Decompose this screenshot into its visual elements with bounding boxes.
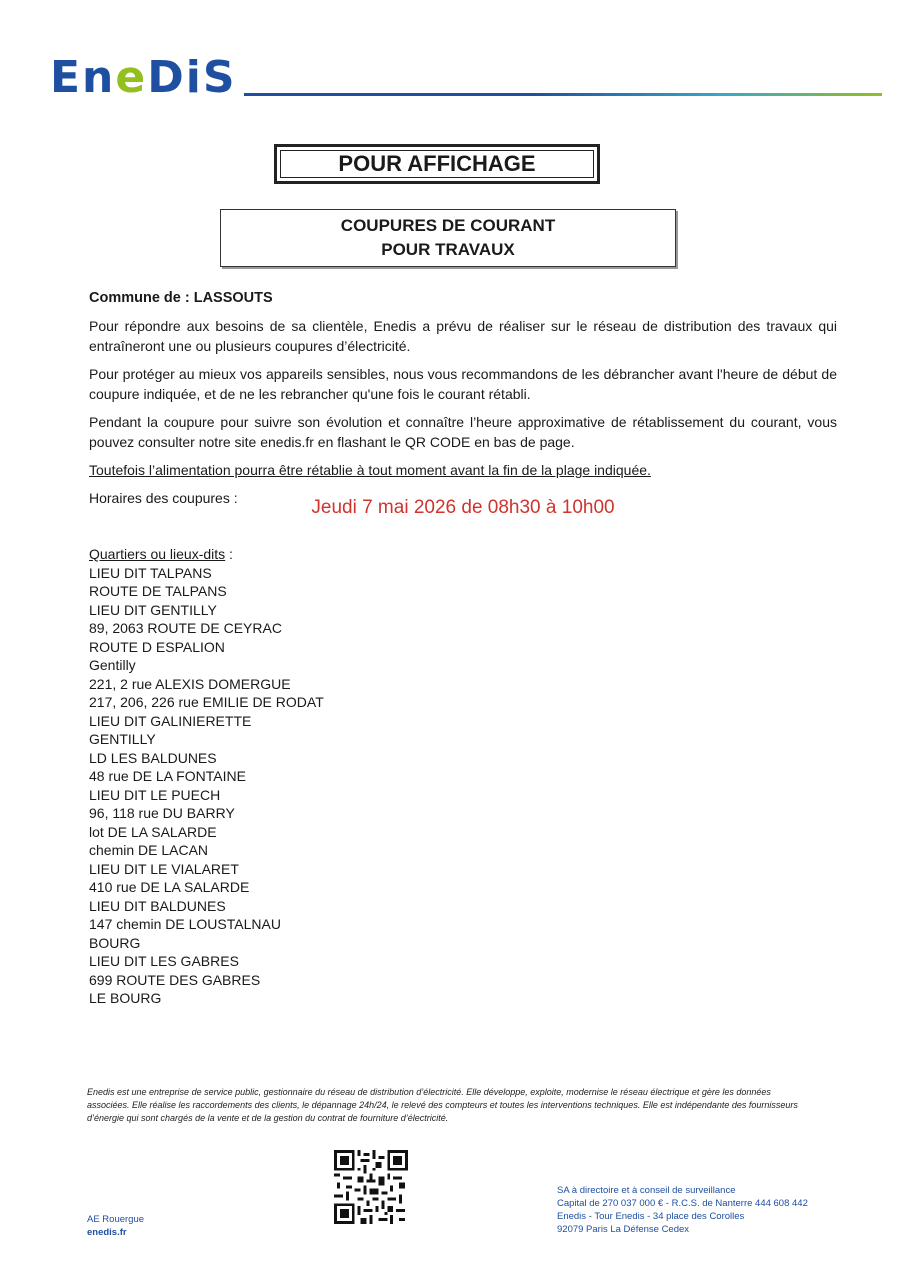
list-item: Gentilly	[89, 657, 136, 673]
locations-title-suffix: :	[225, 546, 233, 562]
notice-paragraph-3: Pendant la coupure pour suivre son évolution et connaître l’heure approximative de rétablissement du courant, vous pouvez consulter notre site enedis.fr en flashant le QR CODE en bas de page.	[89, 414, 837, 450]
list-item: 217, 206, 226 rue EMILIE DE RODAT	[89, 694, 324, 710]
locations-heading	[89, 545, 324, 564]
list-item: LIEU DIT LE PUECH	[89, 786, 221, 803]
commune-heading: Commune de : LASSOUTS	[89, 290, 273, 306]
footer-left	[87, 1213, 144, 1239]
list-item: ROUTE D ESPALION	[89, 638, 225, 655]
footer-right	[557, 1184, 808, 1236]
list-item: LIEU DIT GENTILLY	[89, 601, 217, 618]
list-item: ROUTE DE TALPANS	[89, 583, 227, 599]
logo-part-right: DiS	[147, 52, 237, 103]
coupures-title-line2: POUR TRAVAUX	[381, 240, 515, 259]
list-item: 89, 2063 ROUTE DE CEYRAC	[89, 620, 282, 636]
footer-disclaimer: Enedis est une entreprise de service public, gestionnaire du réseau de distribution d’électricité. Elle développe, exploite, modernise le réseau électrique et gère les données associées. Elle réalise les raccordements des clients, le dépannage 24h/24, le relevé des compteurs et toutes les interventions techniques. Elle est indépendante des fournisseurs d’énergie qui sont chargés de la vente et de la gestion du contrat de fourniture d’électricité.	[87, 1087, 798, 1123]
coupures-title-line1: COUPURES DE COURANT	[340, 216, 556, 235]
footer-website-link[interactable]: enedis.fr	[87, 1227, 127, 1238]
locations-section	[89, 545, 324, 1008]
list-item: 410 rue DE LA SALARDE	[89, 879, 250, 895]
affichage-title: POUR AFFICHAGE	[338, 151, 536, 176]
list-item: LIEU DIT GALINIERETTE	[89, 712, 252, 729]
notice-paragraph-4: Toutefois l’alimentation pourra être rétablie à tout moment avant la fin de la plage indiquée.	[89, 462, 651, 478]
list-item: LIEU DIT LE VIALARET	[89, 860, 239, 877]
outage-date: Jeudi 7 mai 2026 de 08h30 à 10h00	[311, 497, 615, 518]
logo-part-left: En	[50, 52, 116, 103]
list-item: LE BOURG	[89, 990, 162, 1006]
notice-paragraph-2: Pour protéger au mieux vos appareils sensibles, nous vous recommandons de les débrancher avant l'heure de début de coupure indiquée, et de ne les rebrancher qu'une fois le courant rétabli.	[89, 366, 837, 402]
footer-legal-line-3: Enedis - Tour Enedis - 34 place des Corolles	[557, 1211, 745, 1222]
list-item: LIEU DIT LES GABRES	[89, 953, 239, 969]
list-item: LIEU DIT BALDUNES	[89, 897, 226, 914]
list-item: LD LES BALDUNES	[89, 749, 217, 766]
qr-code-icon[interactable]	[334, 1150, 408, 1224]
list-item: 147 chemin DE LOUSTALNAU	[89, 916, 281, 932]
list-item: BOURG	[89, 934, 141, 951]
list-item: 48 rue DE LA FONTAINE	[89, 768, 246, 784]
notice-body	[89, 288, 837, 516]
list-item: 221, 2 rue ALEXIS DOMERGUE	[89, 675, 291, 692]
list-item: 96, 118 rue DU BARRY	[89, 805, 235, 821]
list-item: chemin DE LACAN	[89, 842, 209, 858]
logo-wordmark	[50, 52, 237, 103]
logo-part-mid: e	[115, 52, 148, 103]
list-item: LIEU DIT TALPANS	[89, 564, 212, 581]
footer-legal-line-1: SA à directoire et à conseil de surveillance	[557, 1185, 736, 1196]
horaires-label: Horaires des coupures :	[89, 490, 238, 506]
coupures-box	[220, 209, 676, 267]
notice-paragraph-1: Pour répondre aux besoins de sa clientèle, Enedis a prévu de réaliser sur le réseau de distribution des travaux qui entraîneront une ou plusieurs coupures d’électricité.	[89, 318, 837, 354]
affichage-inner-border	[280, 150, 594, 178]
locations-title: Quartiers ou lieux-dits	[89, 546, 226, 562]
list-item: lot DE LA SALARDE	[89, 823, 217, 840]
header-rule	[244, 93, 882, 96]
list-item: 699 ROUTE DES GABRES	[89, 971, 261, 988]
footer-region: AE Rouergue	[87, 1214, 145, 1225]
footer-legal-line-2: Capital de 270 037 000 € - R.C.S. de Nanterre 444 608 442	[557, 1198, 808, 1209]
footer-legal-line-4: 92079 Paris La Défense Cedex	[557, 1224, 690, 1235]
enedis-logo	[50, 52, 237, 103]
affichage-box	[274, 144, 600, 184]
list-item: GENTILLY	[89, 731, 156, 747]
locations-list	[89, 564, 324, 1008]
